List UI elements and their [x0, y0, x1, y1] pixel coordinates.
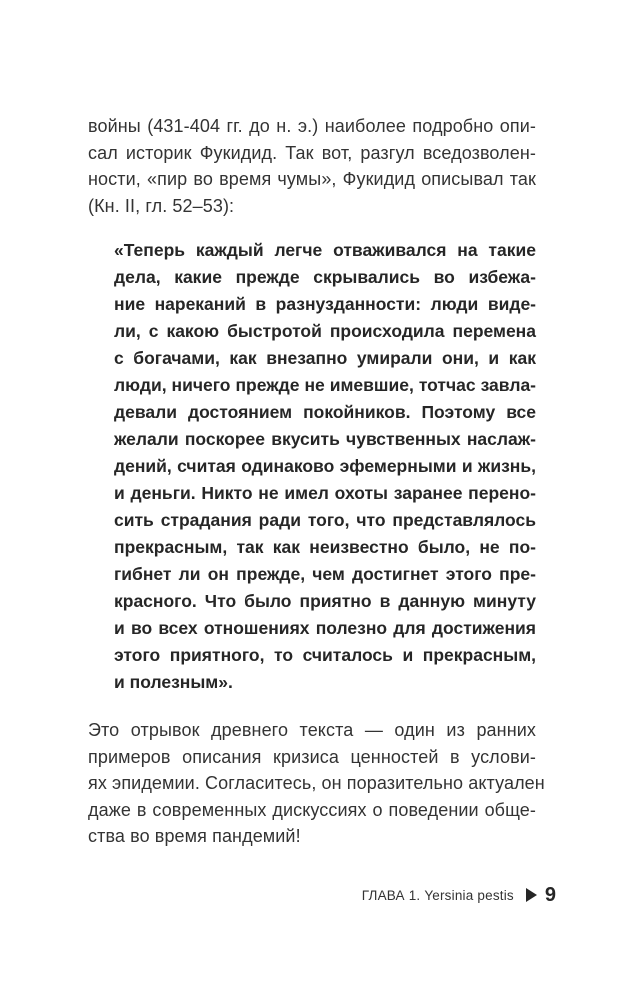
quote-line: люди, ничего прежде не имевшие, тотчас завла-	[114, 375, 536, 395]
quote-line: гибнет ли он прежде, чем достигнет этого пре-	[114, 564, 536, 584]
running-head: ГЛАВА 1. Yersinia pestis	[361, 887, 514, 903]
quote-line: и деньги. Никто не имел охоты заранее перено-	[114, 483, 536, 503]
quote-line: ние нареканий в разнузданности: люди виде-	[114, 294, 536, 314]
quote-line: прекрасным, так как неизвестно было, не по-	[114, 537, 536, 557]
quote-line: этого приятного, то считалось и прекрасным,	[114, 645, 536, 665]
outro-line: ях эпидемии. Согласитесь, он поразительно актуален	[88, 773, 545, 793]
quote-line: «Теперь каждый легче отваживался на такие	[114, 240, 536, 260]
intro-line: (Кн. II, гл. 52–53):	[88, 195, 235, 216]
quote-line: сить страдания ради того, что представлялось	[114, 510, 536, 530]
outro-line: даже в современных дискуссиях о поведении обще-	[88, 799, 536, 820]
outro-line: примеров описания кризиса ценностей в услови-	[88, 746, 536, 767]
quote-line: дела, какие прежде скрывались во избежа-	[114, 267, 536, 287]
page-number: 9	[544, 883, 556, 906]
intro-paragraph	[88, 113, 536, 219]
intro-line: войны (431-404 гг. до н. э.) наиболее подробно опи-	[88, 116, 536, 136]
outro-paragraph	[88, 717, 545, 850]
quote-line: с богачами, как внезапно умирали они, и как	[114, 348, 536, 368]
intro-line: ности, «пир во время чумы», Фукидид описывал так	[88, 169, 536, 189]
thucydides-quote	[114, 237, 536, 696]
quote-line: красного. Что было приятно в данную минуту	[114, 591, 536, 611]
page-footer	[362, 880, 556, 910]
quote-line: дений, считая одинаково эфемерными и жизнь,	[114, 456, 536, 476]
outro-line: ства во время пандемий!	[88, 826, 301, 846]
quote-line: и полезным».	[114, 672, 233, 692]
right-triangle-icon	[526, 888, 537, 902]
quote-line: ли, с какою быстротой происходила перемена	[114, 321, 536, 341]
quote-line: и во всех отношениях полезно для достижения	[114, 618, 536, 638]
quote-line: желали поскорее вкусить чувственных наслаж-	[114, 429, 536, 449]
quote-line: девали достоянием покойников. Поэтому все	[114, 402, 536, 422]
outro-line: Это отрывок древнего текста — один из ранних	[88, 720, 536, 740]
intro-line: сал историк Фукидид. Так вот, разгул вседозволен-	[88, 142, 536, 163]
